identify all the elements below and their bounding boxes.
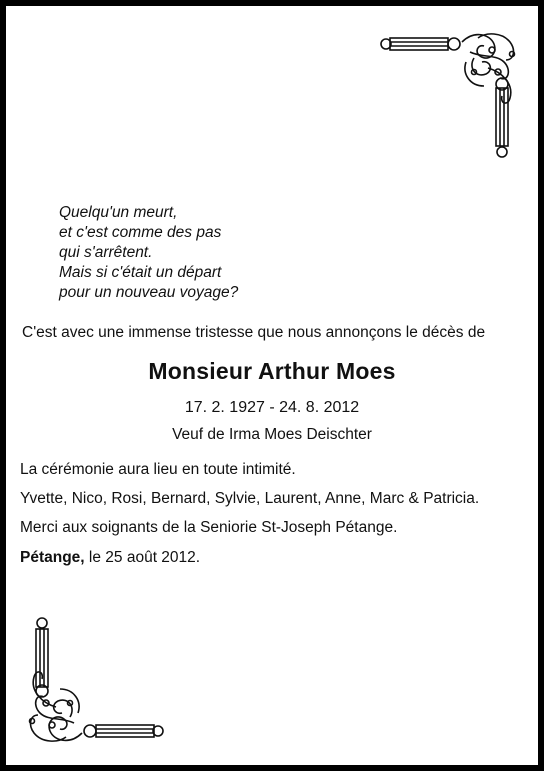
place-date: le 25 août 2012. xyxy=(84,549,201,566)
corner-ornament-icon xyxy=(378,28,520,166)
poem xyxy=(59,203,238,303)
poem-line: Mais si c'était un départ xyxy=(59,264,222,281)
place-and-date xyxy=(20,549,200,567)
life-dates: 17. 2. 1927 - 24. 8. 2012 xyxy=(184,399,360,416)
thanks-note: Merci aux soignants de la Seniorie St-Joseph Pétange. xyxy=(20,519,398,536)
deceased-name: Monsieur Arthur Moes xyxy=(148,358,396,384)
poem-line: et c'est comme des pas xyxy=(59,224,222,241)
poem-line: qui s'arrêtent. xyxy=(59,244,153,261)
obituary-card xyxy=(6,6,538,765)
place-name: Pétange, xyxy=(20,549,85,566)
poem-line: pour un nouveau voyage? xyxy=(59,284,239,301)
family-names: Yvette, Nico, Rosi, Bernard, Sylvie, Laurent, Anne, Marc & Patricia. xyxy=(20,490,480,507)
poem-line: Quelqu'un meurt, xyxy=(59,204,178,221)
announcement-intro: C'est avec une immense tristesse que nous annonçons le décès de xyxy=(22,324,486,341)
widower-of: Veuf de Irma Moes Deischter xyxy=(172,426,372,443)
ceremony-note: La cérémonie aura lieu en toute intimité. xyxy=(20,461,296,478)
corner-ornament-icon xyxy=(24,609,166,747)
